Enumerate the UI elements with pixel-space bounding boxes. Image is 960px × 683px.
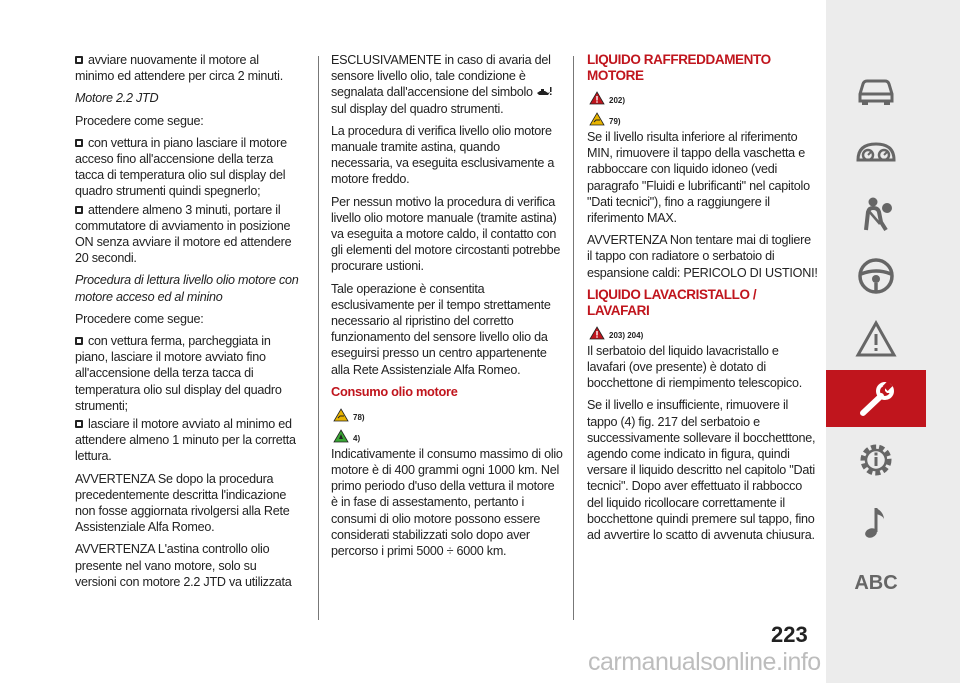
bullet-paragraph: avviare nuovamente il motore al minimo ed attendere per circa 2 minuti. xyxy=(75,53,283,84)
warning-triangle-icon xyxy=(854,319,898,359)
danger-reference: 203) 204) xyxy=(589,322,819,340)
warning-note: AVVERTENZA L'astina controllo olio presente nel vano motore, solo su versioni con motore 2.2 JTD va utilizzata xyxy=(75,542,292,589)
environment-triangle-icon xyxy=(333,429,349,443)
section-heading-liquido-raffreddamento: LIQUIDO RAFFREDDAMENTO MOTORE xyxy=(587,52,771,83)
column-1 xyxy=(75,52,301,596)
paragraph: Procedere come segue: xyxy=(75,311,204,326)
checkbox-bullet-icon xyxy=(75,337,83,345)
danger-reference: 202) xyxy=(589,87,819,105)
paragraph: Per nessun motivo la procedura di verifica livello olio motore manuale (tramite astina) va eseguita a motore caldo, il contatto con gli elementi del motore circostanti potrebbe procurare ustioni. xyxy=(331,194,561,274)
warning-note: AVVERTENZA Non tentare mai di togliere il tappo con radiatore o serbatoio di espansione caldi: PERICOLO DI USTIONI! xyxy=(587,233,818,280)
section-heading-lavacristallo: LIQUIDO LAVACRISTALLO / LAVAFARI xyxy=(587,286,757,318)
chapter-tab-dashboard[interactable] xyxy=(826,131,926,177)
chapter-sidebar xyxy=(826,0,960,683)
column-divider xyxy=(318,56,319,620)
environment-reference: 4) xyxy=(333,425,563,443)
chapter-tab-emergency[interactable] xyxy=(826,316,926,362)
column-2 xyxy=(331,52,563,565)
page-number: 223 xyxy=(771,622,808,647)
seatbelt-airbag-icon xyxy=(854,194,898,234)
checkbox-bullet-icon xyxy=(75,56,83,64)
chapter-tab-multimedia[interactable] xyxy=(826,499,926,545)
section-heading-consumo: Consumo olio motore xyxy=(331,383,458,399)
column-3 xyxy=(587,52,819,549)
oil-level-warning-icon xyxy=(536,87,552,97)
paragraph: Il serbatoio del liquido lavacristallo e lavafari (ove presente) è dotato di bocchettone di riempimento telescopico. xyxy=(587,343,802,391)
checkbox-bullet-icon xyxy=(75,420,83,428)
chapter-tab-index[interactable] xyxy=(826,560,926,606)
danger-triangle-icon xyxy=(589,326,605,340)
chapter-tab-driving[interactable] xyxy=(826,253,926,299)
caution-reference: 78) xyxy=(333,404,563,422)
bullet-paragraph: con vettura ferma, parcheggiata in piano, lasciare il motore avviato fino all'accensione della terza tacca di temperatura olio sul display del quadro strumenti; xyxy=(75,334,282,413)
wrench-icon xyxy=(854,379,898,419)
chapter-tab-safety[interactable] xyxy=(826,191,926,237)
column-divider xyxy=(573,56,574,620)
bullet-paragraph: con vettura in piano lasciare il motore acceso fino all'accensione della terza tacca di temperatura olio sul display del quadro strumenti quindi spegnerlo; xyxy=(75,135,287,199)
caution-triangle-icon xyxy=(589,112,605,126)
paragraph: La procedura di verifica livello olio motore manuale tramite astina, quando necessaria, va eseguita esclusivamente a motore freddo. xyxy=(331,123,555,187)
checkbox-bullet-icon xyxy=(75,139,83,147)
music-note-icon xyxy=(854,502,898,542)
paragraph: Procedere come segue: xyxy=(75,113,204,128)
car-icon xyxy=(854,70,898,110)
paragraph: Tale operazione è consentita esclusivamente per il tempo strettamente necessario al ripristino del corretto funzionamento del sensore livello olio da eseguirsi presso un centro appartenente alla Rete Assistenziale Alfa Romeo. xyxy=(331,281,551,377)
caution-reference: 79) xyxy=(589,108,819,126)
checkbox-bullet-icon xyxy=(75,206,83,214)
dashboard-gauges-icon xyxy=(854,134,898,174)
gear-info-icon xyxy=(854,440,898,480)
subheading-procedura: Procedura di lettura livello olio motore con motore acceso ed al minino xyxy=(75,273,299,304)
paragraph: Se il livello e insufficiente, rimuovere il tappo (4) fig. 217 del serbatoio e successivamente sollevare il bocchetttone, agendo come indicato in figura, quindi versare il liquido descritto nel capitolo "Dati tecnici". Dopo aver effettuato il rabbocco del liquido ricollocare correttamente il bocchettone quindi premere sul tappo, fino ad avvertire lo scatto di avvenuta chiusura. xyxy=(587,398,816,543)
bullet-paragraph: attendere almeno 3 minuti, portare il commutatore di avviamento in posizione ON senza avviare il motore ed attendere 20 secondi. xyxy=(75,202,292,266)
steering-wheel-icon xyxy=(854,256,898,296)
paragraph: Se il livello risulta inferiore al riferimento MIN, rimuovere il tappo della vaschetta e rabboccare con liquido idoneo (vedi paragrafo "Fluidi e lubrificanti" nel capitolo "Dati tecnici"), fino a raggiungere il riferimento MAX. xyxy=(587,130,810,226)
chapter-tab-vehicle[interactable] xyxy=(826,67,926,113)
danger-triangle-icon xyxy=(589,91,605,105)
chapter-tab-technical-data[interactable] xyxy=(826,437,926,483)
alphabetical-index-label: ABC xyxy=(854,571,898,594)
watermark: carmanualsonline.info xyxy=(588,648,821,676)
paragraph: Indicativamente il consumo massimo di olio motore è di 400 grammi ogni 1000 km. Nel primo periodo d'uso della vettura il motore è in fase di assestamento, pertanto i consumi di olio motore possono essere considerati stabilizzati solo dopo aver percorso i primi 5000 ÷ 6000 km. xyxy=(331,446,563,559)
chapter-tab-maintenance[interactable] xyxy=(826,376,926,422)
caution-triangle-icon xyxy=(333,408,349,422)
subheading-motore: Motore 2.2 JTD xyxy=(75,91,159,106)
warning-note: AVVERTENZA Se dopo la procedura precedentemente descritta l'indicazione non fosse aggiornata rivolgersi alla Rete Assistenziale Alfa Romeo. xyxy=(75,471,290,535)
paragraph: ESCLUSIVAMENTE in caso di avaria del sensore livello olio, tale condizione è segnalata dall'accensione del simbolo sul display del quadro strumenti. xyxy=(331,53,551,116)
bullet-paragraph: lasciare il motore avviato al minimo ed attendere almeno 1 minuto per la corretta lettura. xyxy=(75,417,296,464)
